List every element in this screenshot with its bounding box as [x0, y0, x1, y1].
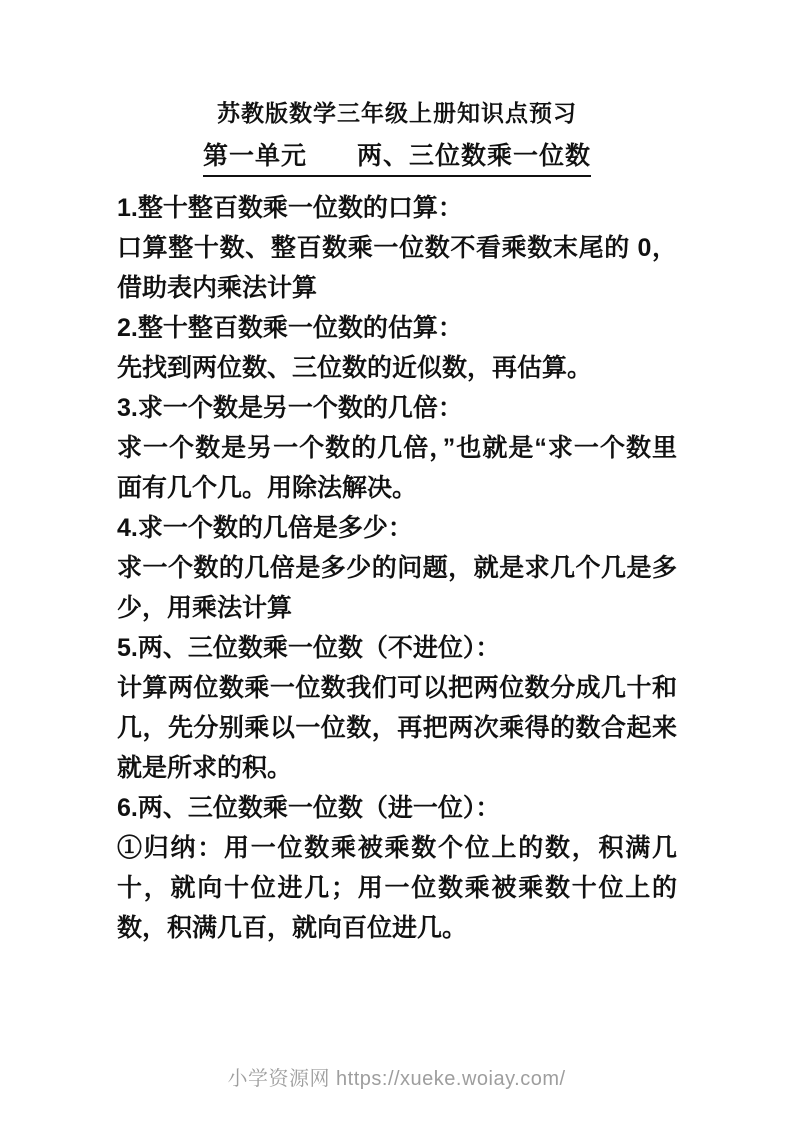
section-5-body: 计算两位数乘一位数我们可以把两位数分成几十和几，先分别乘以一位数，再把两次乘得的数合起来就是所求的积。	[117, 674, 677, 782]
document-content	[117, 98, 677, 948]
footer-watermark	[0, 1062, 793, 1091]
notes-body	[117, 188, 677, 948]
section-2-heading: 2.整十整百数乘一位数的估算：	[117, 314, 463, 342]
section-1-heading: 1.整十整百数乘一位数的口算：	[117, 194, 463, 222]
section-6-body: ①归纳：用一位数乘被乘数个位上的数，积满几十，就向十位进几；用一位数乘被乘数十位上的数，积满几百，就向百位进几。	[117, 834, 677, 942]
section-4-heading: 4.求一个数的几倍是多少：	[117, 514, 413, 542]
section-5-heading: 5.两、三位数乘一位数（不进位）：	[117, 634, 501, 662]
footer-url: https://xueke.woiay.com/	[336, 1068, 566, 1090]
section-3-body: 求一个数是另一个数的几倍，”也就是“求一个数里面有几个几。用除法解决。	[117, 434, 677, 502]
section-6-heading: 6.两、三位数乘一位数（进一位）：	[117, 794, 501, 822]
unit-name: 两、三位数乘一位数	[357, 142, 592, 170]
unit-label: 第一单元	[202, 142, 307, 170]
document-title: 苏教版数学三年级上册知识点预习	[217, 100, 577, 126]
section-4-body: 求一个数的几倍是多少的问题，就是求几个几是多少，用乘法计算	[117, 554, 677, 622]
section-3-heading: 3.求一个数是另一个数的几倍：	[117, 394, 463, 422]
footer-site-name: 小学资源网	[227, 1068, 330, 1090]
section-1-body: 口算整十数、整百数乘一位数不看乘数末尾的 0，借助表内乘法计算	[117, 234, 677, 302]
unit-heading	[203, 141, 591, 177]
section-2-body: 先找到两位数、三位数的近似数，再估算。	[117, 354, 593, 382]
unit-heading-row	[117, 141, 677, 177]
